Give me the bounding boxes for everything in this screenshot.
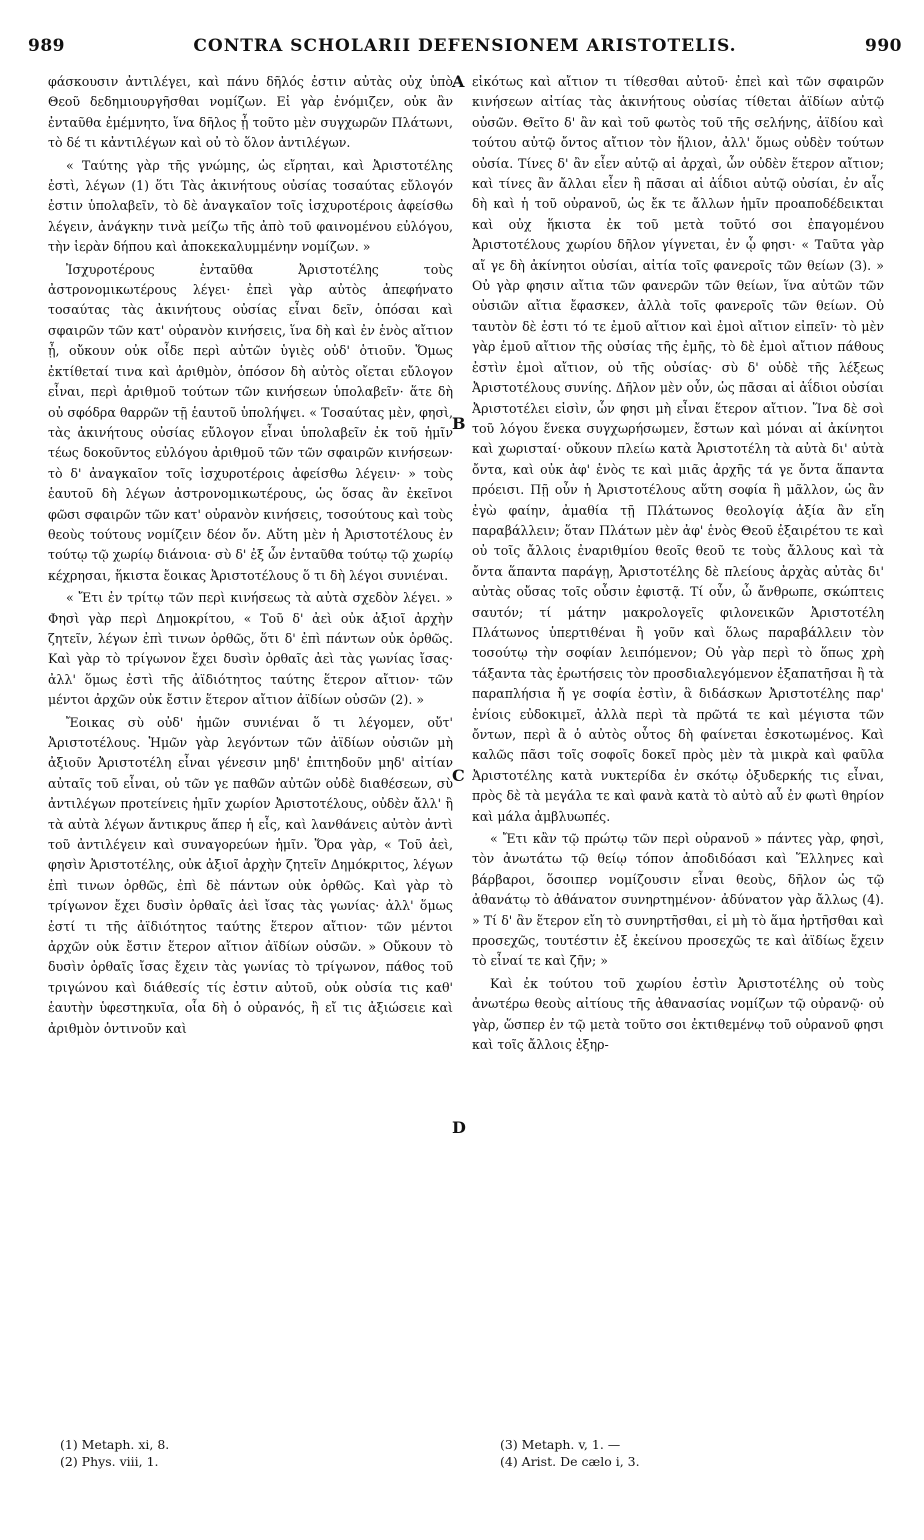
paragraph: « Ταύτης γὰρ τῆς γνώμης, ὡς εἴρηται, καὶ Ἀριστοτέλης ἐστὶ, λέγων (1) ὅτι Τὰς ἀκινήτους οὐσίας τοσαύτας εὔλογόν ἐστιν ὑπολαβεῖν, τὸ δὲ ἀναγκαῖον τοῖς ἰσχυροτέροις ἀφείσθω λέγειν, ἀνάγκην τινὰ μείζω τῆς ἀπὸ τοῦ φαινομένου εὐλόγου, τὴν ἱερὰν δήπου καὶ ἀποκεκαλυμμένην νομίζων. » xyxy=(48,157,453,255)
running-title: CONTRA SCHOLARII DEFENSIONEM ARISTOTELIS. xyxy=(193,36,737,56)
footnote: (4) Arist. De cælo i, 3. xyxy=(500,1454,640,1469)
page-number-left: 989 xyxy=(28,36,65,56)
footnote: (2) Phys. viii, 1. xyxy=(60,1454,159,1469)
page-number-right: 990 xyxy=(865,36,902,56)
left-column xyxy=(48,72,453,1412)
margin-marker-d: D xyxy=(452,1118,466,1137)
paragraph: Ἰσχυροτέρους ἐνταῦθα Ἀριστοτέλης τοὺς ἀστρονομικωτέρους λέγει· ἐπεὶ γὰρ αὐτὸς ἀπεφήνατο τοσαύτας τὰς ἀκινήτους οὐσίας εἶναι δεῖν, ὁπόσαι καὶ σφαιρῶν τῶν κατ' οὐρανὸν κινήσεις, ἵνα δὴ καὶ ἐν ἑνὸς αἴτιον ᾖ, οὔκουν οὐκ οἶδε περὶ αὐτῶν ὑγιὲς οὐδ' ὁτιοῦν. Ὅμως ἐκτίθεταί τινα καὶ ἀριθμὸν, ὁπόσον δὴ αὐτὸς οἴεται εὔλογον εἶναι, περὶ ἀριθμοῦ τούτων τῶν κινήσεων ὑπολαβεῖν· ἅτε δὴ οὐ σφόδρα θαρρῶν τῇ ἑαυτοῦ ὑπολήψει. « Τοσαύτας μὲν, φησὶ, τὰς ἀκινήτους οὐσίας εὔλογον εἶναι ὑπολαβεῖν ἐκ τοῦ ἡμῖν τέως δοκοῦντος εὐλόγου ἀριθμοῦ τῶν τῶν σφαιρῶν κινήσεων· τὸ δ' ἀναγκαῖον τοῖς ἰσχυροτέροις ἀφείσθω λέγειν· » τοὺς ἑαυτοῦ δὴ λέγων ἀστρονομικωτέρους, ὡς ὅσας ἂν ἐκεῖνοι φῶσι σφαιρῶν τῶν κατ' οὐρανὸν κινήσεις, τοσούτους καὶ τοὺς θεοὺς τούτους νομίζειν δέον ὄν. Αὕτη μὲν ἡ Ἀριστοτέλους ἐν τούτῳ τῷ χωρίῳ διάνοια· σὺ δ' ἐξ ὧν ἐνταῦθα τούτῳ τῷ χωρίῳ κέχρησαι, ἥκιστα ἔοικας Ἀριστοτέλους ὅ τι δὴ λέγοι συνιέναι. xyxy=(48,261,453,583)
paragraph: « Ἔτι ἐν τρίτῳ τῶν περὶ κινήσεως τὰ αὐτὰ σχεδὸν λέγει. » Φησὶ γὰρ περὶ Δημοκρίτου, « Τοῦ δ' ἀεὶ οὐκ ἀξιοῖ ἀρχὴν ζητεῖν, λέγων ἐπὶ τινων ὀρθῶς, ὅτι δ' ἐπὶ πάντων οὐκ ὀρθῶς. Καὶ γὰρ τὸ τρίγωνον ἔχει δυσὶν ὀρθαῖς ἀεὶ τὰς γωνίας ἴσας· ἀλλ' ὅμως ἐστὶ τῆς ἀϊδιότητος ταύτης ἕτερον αἴτιον· τῶν μέντοι ἀρχῶν οὐκ ἔστιν ἕτερον αἴτιον ἀϊδίων οὐσῶν (2). » xyxy=(48,590,453,708)
margin-marker-a: A xyxy=(452,72,465,91)
paragraph: Ἔοικας σὺ οὐδ' ἡμῶν συνιέναι ὅ τι λέγομεν, οὔτ' Ἀριστοτέλους. Ἡμῶν γὰρ λεγόντων τῶν ἀϊδίων οὐσιῶν μὴ ἀξιοῦν Ἀριστοτέλη εἶναι γένεσιν μηδ' ἐπιτηδοῦν μηδ' αἰτίαν αὐταῖς τοῦ εἶναι, οὐ τῶν γε παθῶν αὐτῶν οὐδὲ διαθέσεων, σὺ ἀντιλέγων προτείνεις ἡμῖν χωρίον Ἀριστοτέλους, οὐδὲν ἄλλ' ἢ τὰ αὐτὰ λέγων ἄντικρυς ἅπερ ἡ εἶς, καὶ λανθάνεις αὐτὸν ἀντὶ τοῦ ἀντιλέγειν καὶ συναγορεύων ἡμῖν. Ὅρα γὰρ, « Τοῦ ἀεὶ, φησὶν Ἀριστοτέλης, οὐκ ἀξιοῖ ἀρχὴν ζητεῖν Δημόκριτος, λέγων ἐπὶ τινων ὀρθῶς, ἐπὶ δὲ πάντων οὐκ ὀρθῶς. Καὶ γὰρ τὸ τρίγωνον ἔχει δυσὶν ὀρθαῖς ἀεὶ ἴσας τὰς γωνίας· ἀλλ' ὅμως ἐστί τι τῆς ἀϊδιότητος ταύτης ἕτερον αἴτιον· τῶν μέντοι ἀρχῶν οὐκ ἔστιν ἕτερον αἴτιον ἀϊδίων οὐσῶν. » Οὔκουν τὸ δυσὶν ὀρθαῖς ἴσας ἔχειν τὰς γωνίας τὸ τρίγωνον, πάθος τοῦ τριγώνου καὶ διάθεσίς τίς ἐστιν αὐτοῦ, οὐκ οὐσία τις καθ' ἑαυτὴν ὑφεστηκυῖα, οἷα δὴ ὁ οὐρανός, ἢ εἴ τις ἀξιώσειε καὶ ἀριθμὸν ὁντινοῦν καὶ xyxy=(48,714,453,1036)
paragraph: « Ἔτι κἂν τῷ πρώτῳ τῶν περὶ οὐρανοῦ » πάντες γὰρ, φησὶ, τὸν ἀνωτάτω τῷ θείῳ τόπον ἀποδιδόασι καὶ Ἕλληνες καὶ βάρβαροι, ὅσοιπερ νομίζουσιν εἶναι θεοὺς, δῆλον ὡς τῷ ἀθανάτῳ τὸ ἀθάνατον συνηρτημένον· ἀδύνατον γὰρ ἄλλως (4). » Τί δ' ἂν ἕτερον εἴη τὸ συνηρτῆσθαι, εἰ μὴ τὸ ἅμα ἠρτῆσθαι καὶ προσεχῶς, τουτέστιν ἐξ ἐκείνου προσεχῶς τε καὶ ἀϊδίως ἔχειν τὸ εἶναί τε καὶ ζῆν; » xyxy=(472,831,884,969)
paragraph: εἰκότως καὶ αἴτιον τι τίθεσθαι αὐτοῦ· ἐπεὶ καὶ τῶν σφαιρῶν κινήσεων αἰτίας τὰς ἀκινήτους οὐσίας τίθεται ἀϊδίων αὐτῷ οὐσῶν. Θεῖτο δ' ἂν καὶ τοῦ φωτὸς τοῦ τῆς σελήνης, ἀϊδίου καὶ τούτου αὐτῷ ὄντος αἴτιον τὸν ἥλιον, ἀλλ' ὅμως οὐδὲν τούτων οὐσία. Τίνες δ' ἂν εἶεν αὐτῷ αἱ ἀρχαὶ, ὧν οὐδὲν ἕτερον αἴτιον; καὶ τίνες ἂν ἄλλαι εἶεν ἢ πᾶσαι αἱ ἀΐδιοι αὐτῷ οὐσίαι, ἐν αἷς δὴ καὶ ἡ τοῦ οὐρανοῦ, ὡς ἔκ τε ἄλλων ἡμῖν προαποδέδεικται καὶ οὐχ ἥκιστα ἐκ τοῦ μετὰ τοῦτό σοι ἐπαγομένου Ἀριστοτέλους χωρίου δῆλον γίγνεται, ἐν ᾧ φησι· « Ταῦτα γὰρ αἴ γε δὴ ἀκίνητοι οὐσίαι, αἰτία τοῖς φανεροῖς τῶν θείων (3). » Οὐ γὰρ φησιν αἴτια τῶν φανερῶν τῶν θείων, ἵνα αὐτῶν τῶν οὐσιῶν αἴτια ἔφασκεν, ἀλλὰ τοῖς φανεροῖς τῶν θείων. Οὐ ταυτὸν δὲ ἐστι τό τε ἐμοῦ αἴτιον καὶ ἐμοὶ αἴτιον εἰπεῖν· τὸ μὲν γὰρ ἐμοῦ αἴτιον τῆς οὐσίας τῆς ἐμῆς, τὸ δὲ ἐμοὶ αἴτιον πάθους ἐστὶν ἐμοὶ αἴτιον, οὐ τῆς οὐσίας· σὺ δ' οὐδὲ τῆς λέξεως Ἀριστοτέλους συνίης. Δῆλον μὲν οὖν, ὡς πᾶσαι αἱ ἀΐδιοι οὐσίαι Ἀριστοτέλει εἰσὶν, ὧν φησι μὴ εἶναι ἕτερον αἴτιον. Ἵνα δὲ σοὶ τοῦ λόγου ἕνεκα συγχωρήσωμεν, ἔστων καὶ μόναι αἱ ἀκίνητοι καὶ χωρισταί· οὔκουν πλείω κατὰ Ἀριστοτέλη τὰ αὐτὰ δι' αὐτὰ ὄντα, καὶ οὐκ ἀφ' ἑνὸς τε καὶ μιᾶς ἀρχῆς τά γε ὄντα ἅπαντα πρόεισι. Πῇ οὖν ἡ Ἀριστοτέλους αὕτη σοφία ἢ μᾶλλον, ὡς ἂν ἐγὼ φαίην, ἀμαθία τῇ Πλάτωνος θεολογίᾳ ἀξία ἂν εἴη παραβάλλειν; ὅταν Πλάτων μὲν ἀφ' ἑνὸς Θεοῦ ἐξαιρέτου τε καὶ οὐ τοῖς ἄλλοις ἐναριθμίου θεοῖς θεοῦ τε τοὺς ἄλλους καὶ τὰ ὄντα ἅπαντα παράγῃ, Ἀριστοτέλης δὲ πλείους ἀρχὰς αὐτὰς δι' αὐτὰς οὔσας τοῖς οὖσιν ἐφιστᾷ. Τί οὖν, ὦ ἄνθρωπε, σκώπτεις σαυτόν; τί μάτην μακρολογεῖς φιλονεικῶν Ἀριστοτέλη Πλάτωνος ὑπερτιθέναι ἢ γοῦν καὶ ὅλως παραβάλλειν τὸν τοσούτῳ τὴν σοφίαν λειπόμενον; Οὐ γὰρ περὶ τὸ ὅπως χρὴ τάξαντα τὰς ἐρωτήσεις τὸν προσδιαλεγόμενον ἐξαπατῆσαι ἢ τὰ παραπλήσια ἤ γε σοφία ἐστὶν, ἃ διδάσκων Ἀριστοτέλης παρ' ἐνίοις εὐδοκιμεῖ, ἀλλὰ περὶ τὰ πρῶτά τε καὶ μέγιστα τῶν ὄντων, περὶ ἃ ὁ αὐτὸς οὗτος δὴ φαίνεται ἐσκοτωμένος. Καὶ καλῶς πᾶσι τοῖς σοφοῖς δοκεῖ πρὸς μὲν τὰ μικρὰ καὶ φαῦλα Ἀριστοτέλης κατὰ νυκτερίδα ἐν σκότῳ ὀξυδερκής τις εἶναι, πρὸς δὲ τὰ μεγάλα τε καὶ φανὰ κατὰ τὸ αὐτὸ αὖ ἐν φωτὶ θηρίον καὶ μάλα ἀμβλυωπές. xyxy=(472,74,884,824)
margin-marker-b: B xyxy=(452,414,466,433)
footnotes-right xyxy=(500,1436,640,1470)
paragraph: φάσκουσιν ἀντιλέγει, καὶ πάνυ δῆλός ἐστιν αὐτὰς οὐχ ὑπὸ Θεοῦ δεδημιουργῆσθαι νομίζων. Εἰ γὰρ ἐνόμιζεν, οὐκ ἂν ἐνταῦθα ἐμέμνητο, ἵνα δῆλος ᾖ τοῦτο μὲν συγχωρῶν Πλάτωνι, τὸ δέ τι κἀντιλέγων καὶ οὐ τὸ ὅλον ἀντιλέγων. xyxy=(48,74,453,151)
paragraph: Καὶ ἐκ τούτου τοῦ χωρίου ἐστὶν Ἀριστοτέλης οὐ τοὺς ἀνωτέρω θεοὺς αἰτίους τῆς ἀθανασίας νομίζων τῷ οὐρανῷ· οὐ γὰρ, ὥσπερ ἐν τῷ μετὰ τοῦτο σοι ἐκτιθεμένῳ τοῦ οὐρανοῦ φησι καὶ τοῖς ἄλλοις ἐξηρ- xyxy=(472,975,884,1053)
margin-marker-c: C xyxy=(452,766,465,785)
right-column xyxy=(472,72,884,1412)
footnotes-left xyxy=(60,1436,169,1470)
page-header xyxy=(28,36,902,66)
footnote: (3) Metaph. v, 1. — xyxy=(500,1437,621,1452)
footnote: (1) Metaph. xi, 8. xyxy=(60,1437,170,1452)
